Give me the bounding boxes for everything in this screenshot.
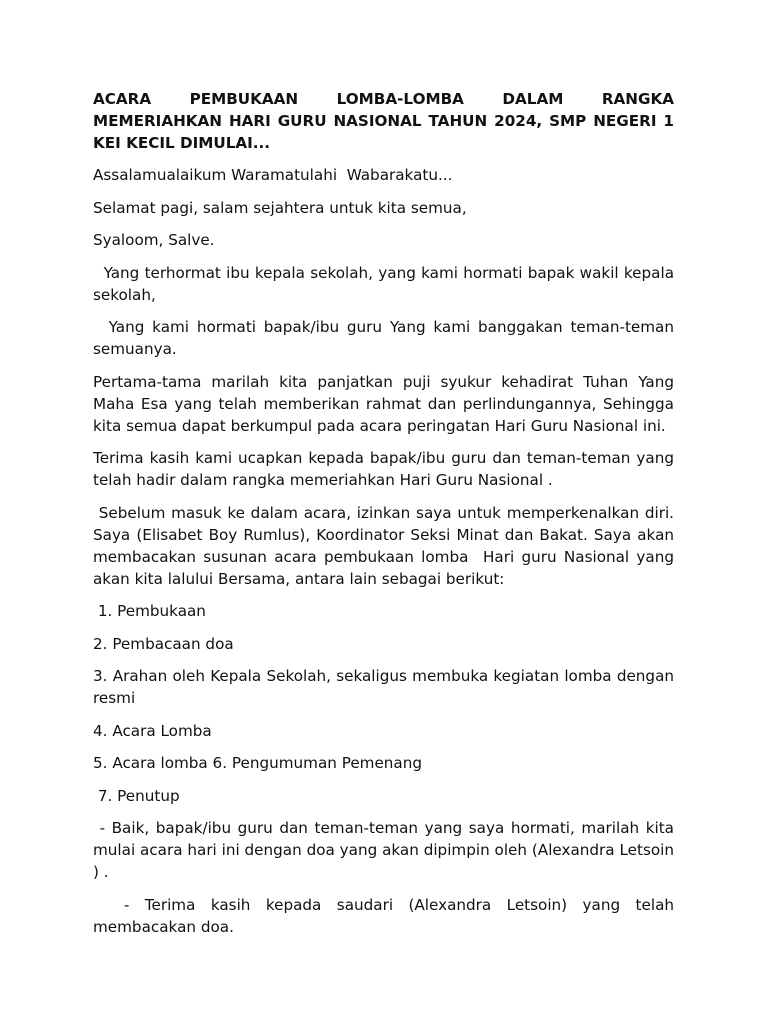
paragraph-thanks: Terima kasih kami ucapkan kepada bapak/ibu guru dan teman-teman yang telah hadir dalam rangka memeriahkan Hari Guru Nasional .: [93, 449, 679, 489]
paragraph-prayer-invitation: - Baik, bapak/ibu guru dan teman-teman yang saya hormati, marilah kita mulai acara hari ini dengan doa yang akan dipimpin oleh (Alexandra Letsoin ) .: [93, 819, 679, 881]
paragraph-good-morning: Selamat pagi, salam sejahtera untuk kita semua,: [93, 198, 467, 217]
document-page: [93, 88, 679, 948]
paragraph-respect-principal: Yang terhormat ibu kepala sekolah, yang kami hormati bapak wakil kepala sekolah,: [93, 263, 679, 304]
agenda-item-2: 2. Pembacaan doa: [93, 634, 234, 653]
paragraph-introduction: Sebelum masuk ke dalam acara, izinkan saya untuk memperkenalkan diri. Saya (Elisabet Boy Rumlus), Koordinator Seksi Minat dan Bakat. Saya akan membacakan susunan acara pembukaan lomba Hari guru Nasional yang akan kita lalului Bersama, antara lain sebagai berikut:: [93, 503, 679, 588]
agenda-item-4: 4. Acara Lomba: [93, 721, 212, 740]
paragraph-salutation: Syaloom, Salve.: [93, 231, 215, 249]
agenda-item-1: 1. Pembukaan: [93, 602, 206, 620]
paragraph-gratitude: Pertama-tama marilah kita panjatkan puji syukur kehadirat Tuhan Yang Maha Esa yang telah memberikan rahmat dan perlindungannya, Sehingga kita semua dapat berkumpul pada acara peringatan Hari Guru Nasional ini.: [93, 372, 679, 435]
agenda-item-3: 3. Arahan oleh Kepala Sekolah, sekaligus membuka kegiatan lomba dengan resmi: [93, 667, 679, 707]
agenda-item-7: 7. Penutup: [93, 786, 180, 805]
paragraph-greeting: Assalamualaikum Waramatulahi Wabarakatu...: [93, 166, 453, 184]
paragraph-respect-teachers: Yang kami hormati bapak/ibu guru Yang kami banggakan teman-teman semuanya.: [93, 318, 679, 358]
agenda-item-5-6: 5. Acara lomba 6. Pengumuman Pemenang: [93, 754, 422, 772]
document-title: ACARA PEMBUKAAN LOMBA-LOMBA DALAM RANGKA MEMERIAHKAN HARI GURU NASIONAL TAHUN 2024, SMP NEGERI 1 KEI KECIL DIMULAI...: [93, 90, 674, 152]
paragraph-prayer-thanks: - Terima kasih kepada saudari (Alexandra Letsoin) yang telah membacakan doa.: [93, 895, 679, 936]
